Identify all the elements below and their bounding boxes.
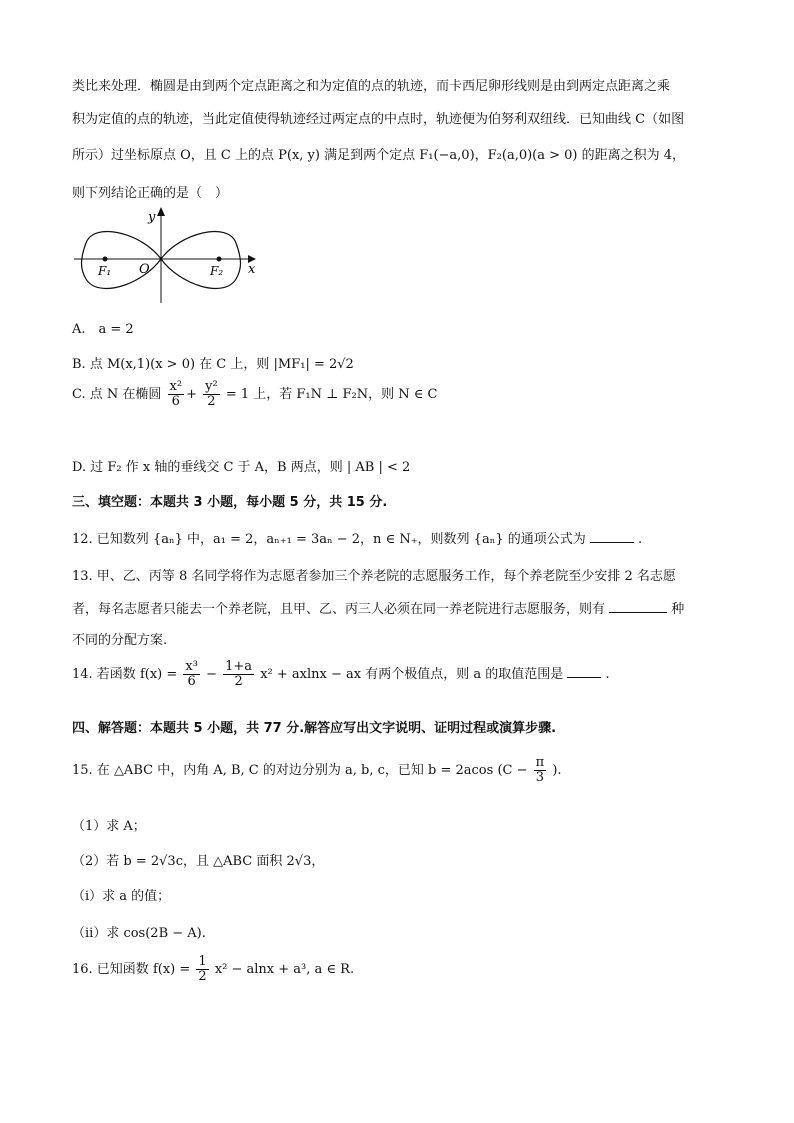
q14-end: .	[605, 667, 610, 682]
q15-part-2: （2）若 b = 2√3c，且 △ABC 面积 2√3，	[72, 854, 325, 869]
option-c-6: 6	[171, 394, 180, 409]
q13-answer-blank[interactable]	[609, 600, 667, 613]
q12-end: .	[638, 532, 643, 547]
question-15	[72, 756, 562, 785]
q13-line-2-b: 种	[671, 602, 685, 617]
intro-line-2: 积为定值的点的轨迹，当此定值使得轨迹经过两定点的中点时，轨迹便为伯努利双纽线．已知曲线 C（如图	[72, 112, 685, 127]
q16-two: 2	[198, 969, 207, 984]
q15-text: 15. 在 △ABC 中，内角 A, B, C 的对边分别为 a, b, c，已知 b = 2acos	[72, 763, 494, 778]
option-c-suffix: = 1 上，若 F₁N ⊥ F₂N，则 N ∈ C	[225, 387, 438, 402]
q13-line-3: 不同的分配方案.	[72, 633, 168, 648]
option-b: B. 点 M(x,1)(x > 0) 在 C 上，则 |MF₁| = 2√2	[72, 357, 354, 372]
q16-rest: x² − alnx + a³, a ∈ R.	[214, 962, 355, 977]
intro-line-3: 所示）过坐标原点 O，且 C 上的点 P(x, y) 满足到两个定点 F₁(−a,0)，F₂(a,0)(a > 0) 的距离之积为 4，	[72, 148, 686, 163]
q13-line-2-a: 者，每名志愿者只能去一个养老院，且甲、乙、丙三人必须在同一养老院进行志愿服务，则有	[72, 602, 606, 617]
section4-heading: 四、解答题：本题共 5 小题，共 77 分.解答应写出文字说明、证明过程或演算步骤.	[72, 721, 557, 736]
label-f2: F₂	[210, 264, 224, 278]
q15-part-1: （1）求 A；	[72, 819, 146, 834]
q15-pi: π	[535, 755, 545, 770]
option-c-2: 2	[207, 394, 216, 409]
q15-paren-close: ).	[552, 763, 562, 778]
option-c-x2: x²	[169, 379, 183, 394]
intro-line-4: 则下列结论正确的是（ ）	[72, 186, 229, 201]
label-x: x	[248, 262, 256, 277]
focus-f2-point	[217, 257, 222, 262]
q15-part-i: （i）求 a 的值；	[72, 889, 171, 904]
focus-f1-point	[103, 257, 108, 262]
question-14	[72, 660, 610, 689]
q14-rest: x² + axlnx − ax 有两个极值点，则 a 的取值范围是	[260, 667, 564, 682]
q15-frac-pi3	[534, 756, 547, 785]
option-c: C. 点 N 在椭圆 $\frac{\text{x²}}{6}$ + $\frac{\text{y²}}{2}$ = 1 上，若 F₁N ⊥ F₂N，则 N ∈ C	[72, 379, 438, 409]
q14-minus: −	[206, 667, 217, 682]
question-12	[72, 530, 642, 549]
q14-frac-1	[183, 660, 200, 689]
option-d: D. 过 F₂ 作 x 轴的垂线交 C 于 A，B 两点，则 | AB | < 2	[72, 460, 411, 475]
q15-part-ii: （ii）求 cos(2B − A).	[72, 926, 206, 941]
q14-prefix: 14. 若函数 f(x) =	[72, 667, 178, 682]
q14-six: 6	[187, 674, 196, 689]
q13-line-1: 13. 甲、乙、丙等 8 名同学将作为志愿者参加三个养老院的志愿服务工作，每个养老院至少安排 2 名志愿	[72, 569, 676, 584]
option-a: A. a = 2	[72, 322, 134, 337]
section3-heading: 三、填空题：本题共 3 小题，每小题 5 分，共 15 分.	[72, 495, 388, 510]
q14-answer-blank[interactable]	[567, 665, 601, 678]
label-origin: O	[139, 262, 150, 277]
q14-frac-2	[223, 660, 254, 689]
q15-paren-open: (C −	[497, 763, 528, 778]
option-c-frac-y	[203, 380, 220, 409]
q14-x3: x³	[185, 659, 198, 674]
q13-line-2	[72, 600, 684, 619]
question-16	[72, 955, 354, 984]
option-c-y2: y²	[205, 379, 218, 394]
lemniscate-figure	[72, 203, 272, 307]
q16-frac-half	[196, 955, 208, 984]
q12-text: 12. 已知数列 {aₙ} 中，a₁ = 2，aₙ₊₁ = 3aₙ − 2，n ∈ N₊，则数列 {aₙ} 的通项公式为	[72, 532, 586, 547]
label-f1: F₁	[98, 264, 112, 278]
q16-prefix: 16. 已知函数 f(x) =	[72, 962, 191, 977]
q12-answer-blank[interactable]	[590, 530, 634, 543]
option-c-prefix: C. 点 N 在椭圆	[72, 387, 162, 402]
y-axis-arrow-icon	[157, 207, 165, 216]
option-c-frac-x	[168, 380, 185, 409]
q14-onea: 1+a	[225, 659, 253, 674]
q14-two: 2	[234, 674, 243, 689]
q16-one: 1	[198, 954, 207, 969]
intro-line-1: 类比来处理．椭圆是由到两个定点距离之和为定值的点的轨迹，而卡西尼卵形线则是由到两定点距离之乘	[72, 79, 671, 94]
q15-three: 3	[535, 770, 545, 785]
label-y: y	[148, 210, 156, 225]
